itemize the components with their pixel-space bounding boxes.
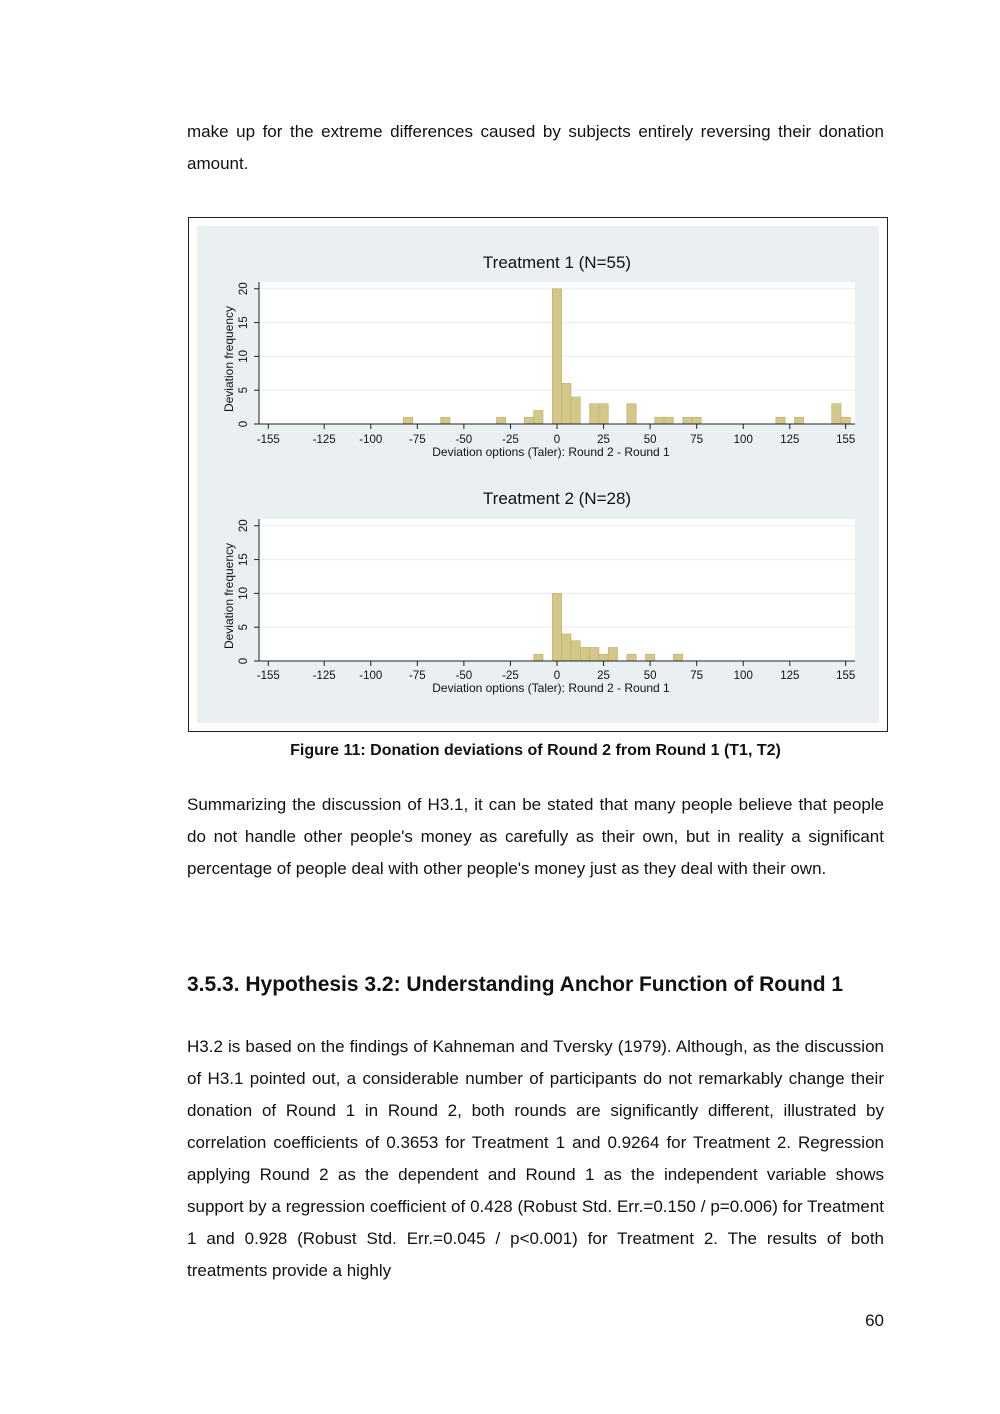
chart1-bar-6 [562,383,571,424]
chart2-xtick-label-9: 75 [690,670,704,682]
chart2-bar-0 [534,654,543,661]
figure-background [197,226,879,723]
chart2-bar-8 [627,654,636,661]
chart1-bar-5 [552,289,561,424]
chart1-xtick-label-10: 100 [733,434,753,446]
chart1-ytick-label-3: 15 [238,316,250,329]
chart1-bar-9 [599,404,608,424]
chart1-ytick-label-1: 5 [238,386,250,394]
section-heading: 3.5.3. Hypothesis 3.2: Understanding Anchor Function of Round 1 [187,973,844,996]
chart1-bar-11 [655,417,664,424]
chart2-ylabel: Deviation frequency [222,542,236,650]
chart2-ytick-label-4: 20 [238,519,250,533]
chart1-bar-17 [832,404,841,424]
chart1-bar-7 [571,397,580,424]
donation-deviation-charts [197,226,879,723]
chart1-xtick-label-1: -125 [312,434,336,446]
chart1-bar-1 [441,417,450,424]
chart2-xtick-label-8: 50 [643,670,657,682]
chart1-title: Treatment 1 (N=55) [482,253,632,272]
chart2-bar-1 [552,593,561,661]
figure-frame [188,217,888,732]
chart1-bar-0 [403,417,412,424]
chart2-bar-9 [645,654,654,661]
chart1-xtick-label-6: 0 [553,434,561,446]
chart1-ytick-label-2: 10 [238,349,250,363]
chart1-bar-15 [776,417,785,424]
chart1-ylabel: Deviation frequency [222,305,236,413]
chart1-ytick-label-4: 20 [238,282,250,296]
chart2-bar-5 [590,647,599,661]
chart2-xtick-label-11: 125 [780,670,800,682]
chart2-bar-3 [571,641,580,661]
chart1-xtick-label-12: 155 [836,434,856,446]
chart1-xtick-label-8: 50 [643,434,657,446]
chart2-xtick-label-7: 25 [597,670,610,682]
chart2-bar-6 [599,654,608,661]
chart1-xtick-label-2: -100 [359,434,383,446]
chart1-bar-16 [794,417,803,424]
chart1-xlabel: Deviation options (Taler): Round 2 - Round 1 [432,445,670,459]
chart2-bar-4 [580,647,589,661]
chart1-xtick-label-3: -75 [409,434,426,446]
chart2-xtick-label-12: 155 [836,670,856,682]
chart2-xtick-label-3: -75 [409,670,426,682]
chart1-bar-18 [841,417,850,424]
chart2-ytick-label-3: 15 [238,553,250,566]
chart1-bar-12 [664,417,673,424]
chart2-title: Treatment 2 (N=28) [482,489,632,508]
chart1-bar-10 [627,404,636,424]
chart1-bar-8 [590,404,599,424]
figure-caption: Figure 11: Donation deviations of Round 2 from Round 1 (T1, T2) [290,742,781,759]
summary-paragraph: Summarizing the discussion of H3.1, it can be stated that many people believe that people do not handle other people's money as carefully as their own, but in reality a significant percentage of people deal with other people's money just as they deal with their own. [187,795,884,878]
chart1-bar-4 [534,410,543,424]
chart1-bar-3 [524,417,533,424]
chart2-ytick-label-1: 5 [238,623,250,631]
chart2-xtick-label-10: 100 [733,670,753,682]
intro-paragraph: make up for the extreme differences caused by subjects entirely reversing their donation amount. [187,122,884,173]
chart2-xtick-label-0: -155 [256,670,280,682]
chart2-xtick-label-6: 0 [553,670,561,682]
chart1-bar-14 [692,417,701,424]
chart1-ytick-label-0: 0 [238,420,250,428]
chart2-xtick-label-2: -100 [359,670,383,682]
chart2-bar-7 [608,647,617,661]
chart1-xtick-label-5: -25 [502,434,519,446]
chart2-xtick-label-1: -125 [312,670,336,682]
chart1-bar-13 [683,417,692,424]
chart1-xtick-label-4: -50 [455,434,473,446]
chart2-ytick-label-0: 0 [238,657,250,665]
chart2-xtick-label-4: -50 [455,670,473,682]
chart2-xtick-label-5: -25 [502,670,519,682]
chart1-bar-2 [496,417,505,424]
chart1-xtick-label-11: 125 [780,434,800,446]
hypothesis-paragraph: H3.2 is based on the findings of Kahneman and Tversky (1979). Although, as the discussion of H3.1 pointed out, a considerable number of participants do not remarkably change their donation of Round 1 in Round 2, both rounds are significantly different, illustrated by correlation coefficients of 0.3653 for Treatment 1 and 0.9264 for Treatment 2. Regression applying Round 2 as the dependent and Round 1 as the independent variable shows support by a regression coefficient of 0.428 (Robust Std. Err.=0.150 / p=0.006) for Treatment 1 and 0.928 (Robust Std. Err.=0.045 / p<0.001) for Treatment 2. The results of both treatments provide a highly [187,1037,884,1280]
chart2-ytick-label-2: 10 [238,586,250,600]
chart2-bar-2 [562,634,571,661]
chart1-xtick-label-7: 25 [597,434,610,446]
page-number: 60 [865,1311,884,1330]
chart1-xtick-label-0: -155 [256,434,280,446]
chart2-xlabel: Deviation options (Taler): Round 2 - Round 1 [432,681,670,695]
chart2-bar-10 [673,654,682,661]
chart1-xtick-label-9: 75 [690,434,704,446]
